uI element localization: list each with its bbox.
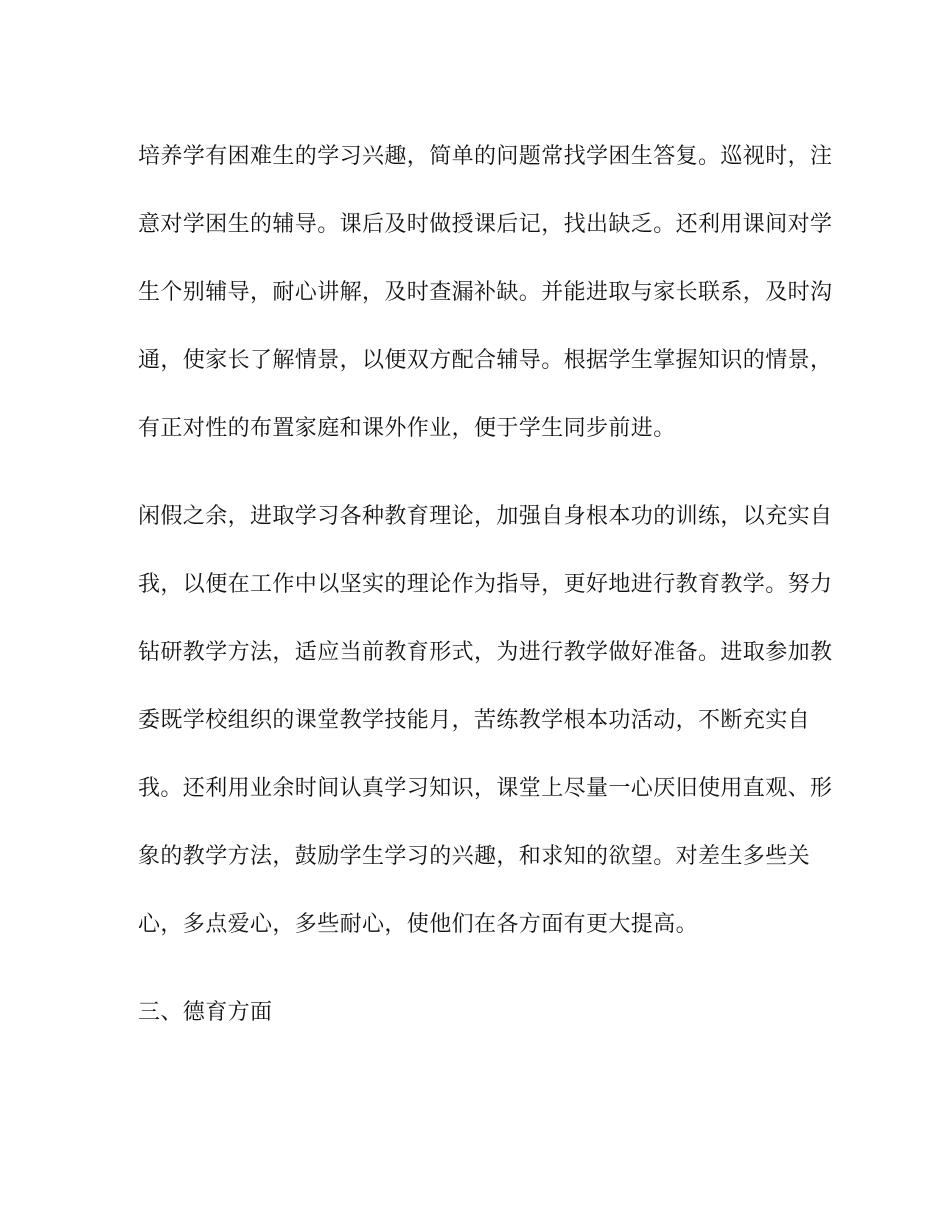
paragraph-1-line-4: 通，使家长了解情景，以便双方配合辅导。根据学生掌握知识的情景， — [138, 348, 833, 373]
paragraph-2-line-3: 钻研教学方法，适应当前教育形式，为进行教学做好准备。进取参加教 — [138, 640, 833, 665]
paragraph-1-line-2: 意对学困生的辅导。课后及时做授课后记，找出缺乏。还利用课间对学 — [138, 212, 833, 237]
paragraph-2-line-7: 心，多点爱心，多些耐心，使他们在各方面有更大提高。 — [138, 912, 699, 937]
paragraph-1-line-5: 有正对性的布置家庭和课外作业，便于学生同步前进。 — [138, 416, 676, 441]
paragraph-2-line-1: 闲假之余，进取学习各种教育理论，加强自身根本功的训练，以充实自 — [138, 504, 833, 529]
paragraph-2-line-2: 我，以便在工作中以坚实的理论作为指导，更好地进行教育教学。努力 — [138, 572, 833, 597]
paragraph-2-line-4: 委既学校组织的课堂教学技能月，苦练教学根本功活动，不断充实自 — [138, 708, 811, 733]
paragraph-1-line-3: 生个别辅导，耐心讲解，及时查漏补缺。并能进取与家长联系，及时沟 — [138, 280, 833, 305]
paragraph-2-line-5: 我。还利用业余时间认真学习知识，课堂上尽量一心厌旧使用直观、形 — [138, 776, 833, 801]
paragraph-2-line-6: 象的教学方法，鼓励学生学习的兴趣，和求知的欲望。对差生多些关 — [138, 844, 811, 869]
paragraph-1-line-1: 培养学有困难生的学习兴趣，简单的问题常找学困生答复。巡视时，注 — [138, 144, 833, 169]
section-heading: 三、德育方面 — [138, 1000, 273, 1025]
